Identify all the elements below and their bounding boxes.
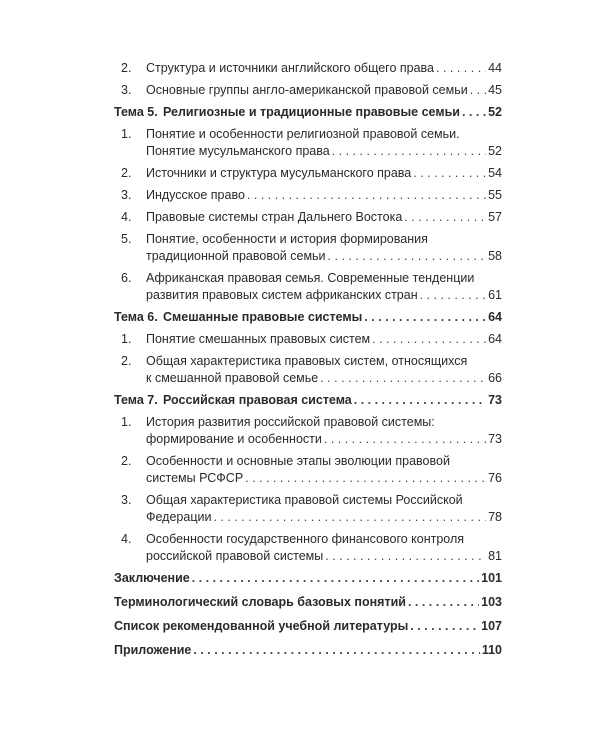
toc-entry-body	[146, 414, 502, 448]
toc-item-row	[114, 126, 502, 160]
toc-entry-line	[114, 309, 502, 326]
toc-page-number: 78	[488, 510, 502, 524]
toc-leader-dots	[245, 470, 486, 487]
toc-item-number: 5.	[121, 232, 132, 246]
toc-entry-line	[114, 618, 502, 635]
toc-entry-body	[146, 126, 502, 160]
toc-page-number: 73	[488, 393, 502, 407]
toc-page-number: 110	[481, 643, 502, 657]
toc-entry-line	[146, 82, 502, 99]
toc-item-row	[114, 453, 502, 487]
toc-leader-dots	[320, 370, 486, 387]
toc-entry-line	[146, 548, 502, 565]
toc-entry-line	[146, 431, 502, 448]
toc-leader-dots	[364, 309, 486, 326]
toc-page-number: 103	[481, 595, 502, 609]
toc-entry-body	[146, 231, 502, 265]
toc-entry-line	[146, 470, 502, 487]
toc-item-row	[114, 270, 502, 304]
toc-item-number: 4.	[121, 532, 132, 546]
toc-entry-body	[114, 309, 502, 326]
toc-item-row	[114, 414, 502, 448]
toc-entry-line	[146, 60, 502, 77]
toc-entry-title: Особенности государственного финансового контроля	[146, 532, 465, 546]
toc-entry-line	[146, 187, 502, 204]
toc-entry-title: Структура и источники английского общего права	[146, 61, 435, 75]
toc-page-number: 57	[488, 210, 502, 224]
toc-page-number: 58	[488, 249, 502, 263]
toc-item-row	[114, 331, 502, 348]
toc-section-row	[114, 642, 502, 659]
toc-page-number: 76	[488, 471, 502, 485]
toc-entry-title: Заключение	[114, 571, 190, 585]
toc-leader-dots	[420, 287, 486, 304]
toc-entry-line	[146, 453, 502, 470]
toc-entry-line	[146, 331, 502, 348]
toc-entry-title: Источники и структура мусульманского права	[146, 166, 412, 180]
toc-entry-body	[146, 82, 502, 99]
toc-item-number: 2.	[121, 454, 132, 468]
toc-item-row	[114, 531, 502, 565]
toc-entry-title: Российская правовая система	[163, 393, 352, 407]
toc-topic-label: Тема 6.	[114, 310, 158, 324]
toc-entry-title: традиционной правовой семьи	[146, 249, 326, 263]
toc-page-number: 66	[488, 371, 502, 385]
toc-entry-title: Правовые системы стран Дальнего Востока	[146, 210, 403, 224]
toc-entry-body	[146, 453, 502, 487]
toc-entry-title: Понятие и особенности религиозной правовой семьи.	[146, 127, 460, 141]
toc-topic-label: Тема 5.	[114, 105, 158, 119]
toc-leader-dots	[372, 331, 486, 348]
toc-entry-title: Понятие смешанных правовых систем	[146, 332, 371, 346]
toc-entry-title: Список рекомендованной учебной литературы	[114, 619, 409, 633]
toc-entry-body	[146, 60, 502, 77]
toc-entry-body	[146, 331, 502, 348]
toc-entry-title: Приложение	[114, 643, 192, 657]
toc-page-number: 52	[488, 105, 502, 119]
toc-entry-title: Смешанные правовые системы	[163, 310, 363, 324]
toc-entry-title: к смешанной правовой семье	[146, 371, 319, 385]
toc-entry-line	[146, 270, 502, 287]
toc-section-row	[114, 570, 502, 587]
toc-leader-dots	[324, 431, 486, 448]
toc-topic-label: Тема 7.	[114, 393, 158, 407]
toc-entry-body	[114, 104, 502, 121]
toc-entry-body	[146, 531, 502, 565]
toc-topic-row	[114, 392, 502, 409]
toc-item-number: 1.	[121, 415, 132, 429]
toc-entry-body	[114, 392, 502, 409]
toc-item-row	[114, 187, 502, 204]
toc-entry-line	[114, 594, 502, 611]
toc-item-row	[114, 82, 502, 99]
toc-page-number: 101	[481, 571, 502, 585]
toc-entry-line	[146, 509, 502, 526]
toc-entry-line	[146, 248, 502, 265]
toc-page-number: 44	[488, 61, 502, 75]
toc-leader-dots	[213, 509, 486, 526]
toc-item-row	[114, 231, 502, 265]
toc-page-number: 64	[488, 310, 502, 324]
toc-item-row	[114, 209, 502, 226]
toc-item-number: 1.	[121, 127, 132, 141]
toc-entry-body	[146, 165, 502, 182]
toc-item-number: 2.	[121, 61, 132, 75]
toc-item-number: 2.	[121, 354, 132, 368]
toc-leader-dots	[408, 594, 479, 611]
toc-entry-title: формирование и особенности	[146, 432, 322, 446]
toc-entry-line	[146, 287, 502, 304]
toc-leader-dots	[410, 618, 479, 635]
toc-entry-title: Терминологический словарь базовых понятий	[114, 595, 406, 609]
toc-item-number: 4.	[121, 210, 132, 224]
toc-entry-line	[146, 165, 502, 182]
toc-item-row	[114, 165, 502, 182]
toc-item-number: 1.	[121, 332, 132, 346]
toc-entry-title: Федерации	[146, 510, 212, 524]
toc-item-row	[114, 492, 502, 526]
toc-leader-dots	[193, 642, 479, 659]
toc-topic-row	[114, 309, 502, 326]
toc-entry-line	[146, 492, 502, 509]
toc-entry-title: российской правовой системы	[146, 549, 324, 563]
toc-entry-body	[114, 570, 502, 587]
toc-section-row	[114, 618, 502, 635]
toc-item-row	[114, 60, 502, 77]
toc-topic-row	[114, 104, 502, 121]
toc-entry-line	[146, 143, 502, 160]
toc-entry-title: Общая характеристика правовой системы Российской	[146, 493, 463, 507]
toc-item-number: 3.	[121, 188, 132, 202]
toc-entry-title: Индусское право	[146, 188, 245, 202]
toc-entry-title: Понятие, особенности и история формирования	[146, 232, 428, 246]
toc-page-number: 52	[488, 144, 502, 158]
toc-leader-dots	[354, 392, 486, 409]
toc-leader-dots	[325, 548, 486, 565]
toc-leader-dots	[462, 104, 486, 121]
toc-entry-line	[146, 370, 502, 387]
table-of-contents	[114, 60, 502, 666]
toc-page-number: 61	[488, 288, 502, 302]
toc-page-number: 45	[488, 83, 502, 97]
toc-page-number: 55	[488, 188, 502, 202]
toc-item-number: 6.	[121, 271, 132, 285]
toc-leader-dots	[404, 209, 486, 226]
toc-entry-title: Понятие мусульманского права	[146, 144, 330, 158]
toc-entry-title: Общая характеристика правовых систем, относящихся	[146, 354, 468, 368]
toc-entry-line	[146, 531, 502, 548]
toc-page-number: 64	[488, 332, 502, 346]
toc-entry-title: История развития российской правовой системы:	[146, 415, 435, 429]
toc-entry-body	[114, 618, 502, 635]
toc-entry-body	[146, 353, 502, 387]
toc-leader-dots	[436, 60, 486, 77]
toc-entry-body	[146, 187, 502, 204]
toc-entry-title: Особенности и основные этапы эволюции правовой	[146, 454, 450, 468]
toc-leader-dots	[247, 187, 486, 204]
toc-item-row	[114, 353, 502, 387]
toc-entry-title: Основные группы англо-американской правовой семьи	[146, 83, 468, 97]
toc-leader-dots	[328, 248, 487, 265]
toc-entry-line	[114, 104, 502, 121]
toc-entry-line	[146, 414, 502, 431]
toc-entry-body	[146, 209, 502, 226]
toc-entry-body	[146, 270, 502, 304]
toc-leader-dots	[332, 143, 486, 160]
toc-entry-line	[146, 126, 502, 143]
toc-page-number: 81	[488, 549, 502, 563]
toc-entry-title: развития правовых систем африканских стран	[146, 288, 418, 302]
toc-page-number: 107	[481, 619, 502, 633]
toc-entry-body	[114, 594, 502, 611]
toc-entry-line	[114, 392, 502, 409]
toc-page-number: 73	[488, 432, 502, 446]
toc-entry-line	[146, 209, 502, 226]
toc-leader-dots	[192, 570, 479, 587]
toc-item-number: 3.	[121, 493, 132, 507]
toc-entry-body	[114, 642, 502, 659]
toc-item-number: 2.	[121, 166, 132, 180]
toc-entry-line	[146, 231, 502, 248]
toc-entry-title: системы РСФСР	[146, 471, 244, 485]
toc-leader-dots	[470, 82, 486, 99]
toc-entry-line	[114, 642, 502, 659]
toc-entry-line	[146, 353, 502, 370]
toc-item-number: 3.	[121, 83, 132, 97]
toc-entry-body	[146, 492, 502, 526]
toc-page-number: 54	[488, 166, 502, 180]
toc-entry-line	[114, 570, 502, 587]
toc-entry-title: Африканская правовая семья. Современные тенденции	[146, 271, 475, 285]
toc-entry-title: Религиозные и традиционные правовые семьи	[163, 105, 460, 119]
toc-leader-dots	[413, 165, 486, 182]
toc-section-row	[114, 594, 502, 611]
